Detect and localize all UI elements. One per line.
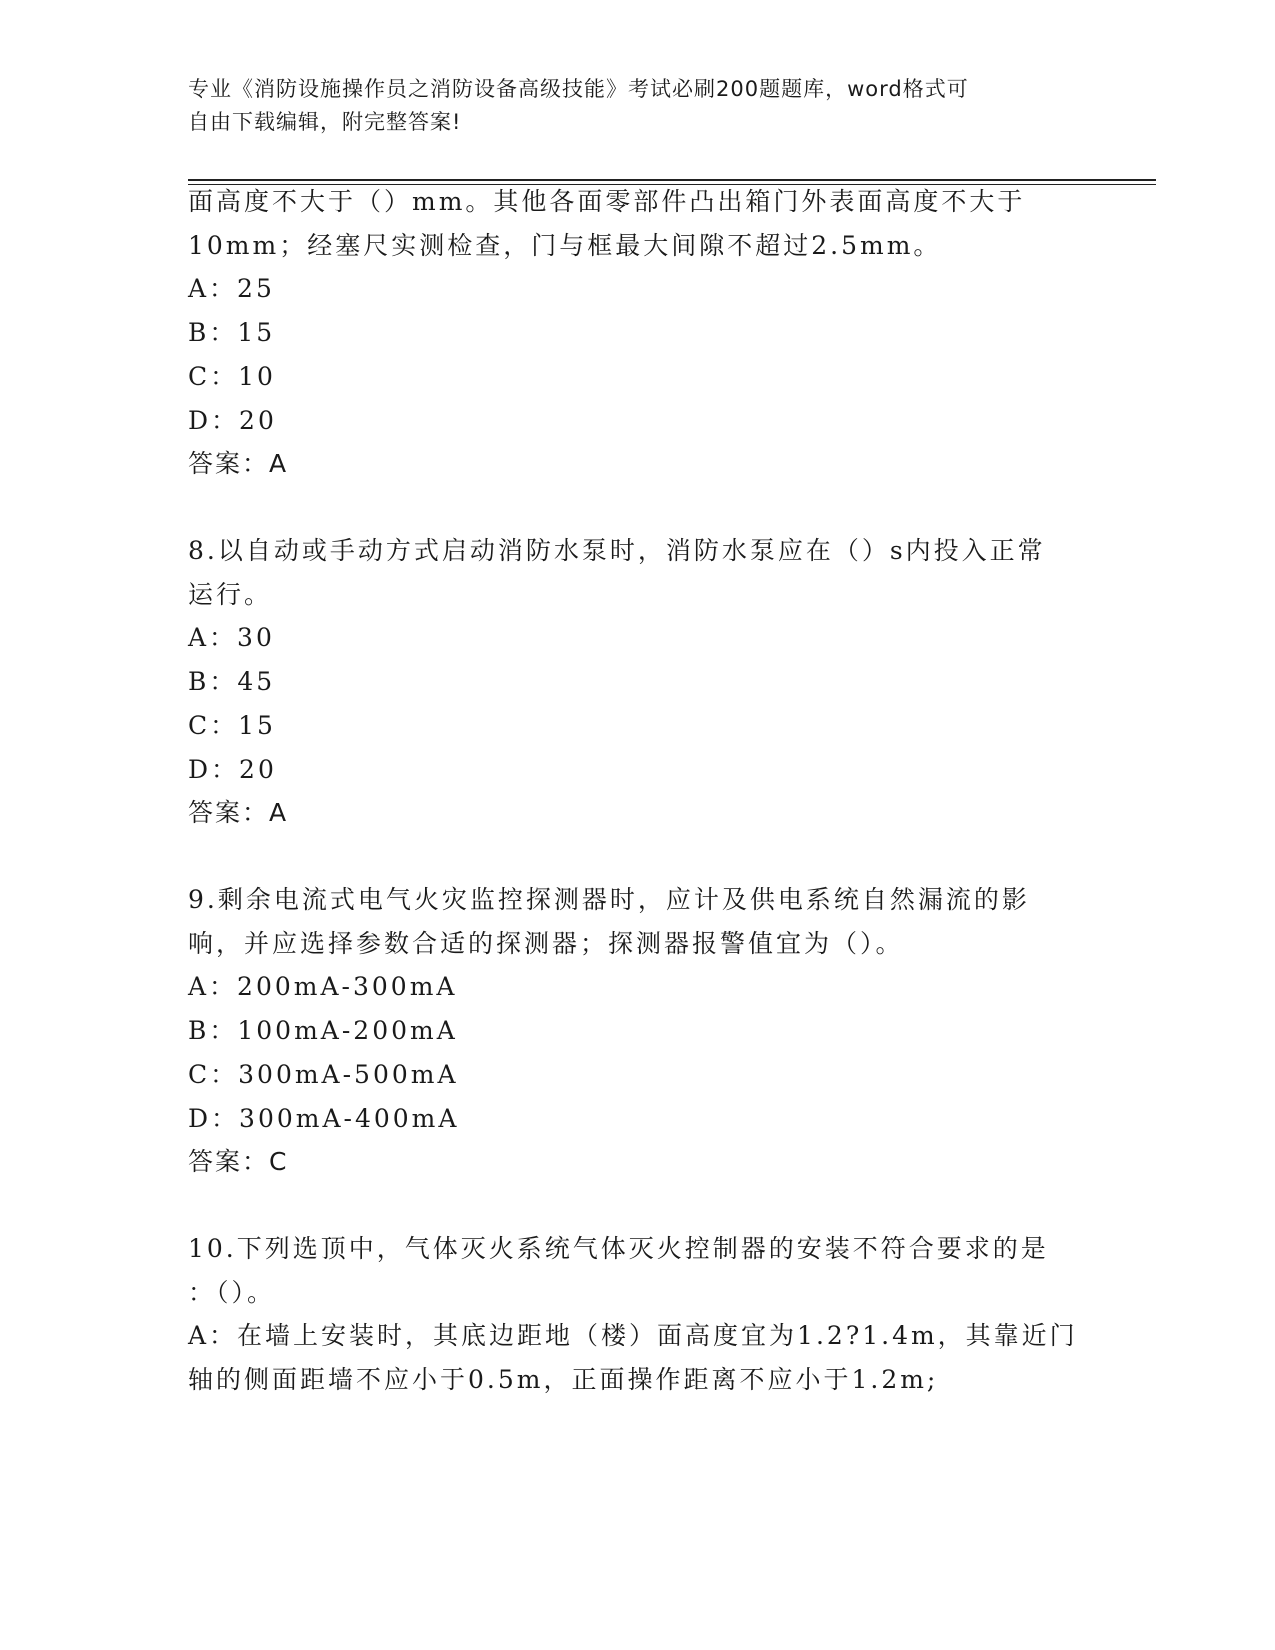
- q9-answer: 答案：C: [188, 1147, 289, 1176]
- q7-option-d: D：20: [188, 406, 277, 435]
- q7-text-line-2: 10mm；经塞尺实测检查，门与框最大间隙不超过2.5mm。: [188, 231, 942, 260]
- q7-option-c: C：10: [188, 362, 276, 391]
- q7-text-line-1: 面高度不大于（）mm。其他各面零部件凸出箱门外表面高度不大于: [188, 187, 1026, 216]
- q8-text-line-2: 运行。: [188, 580, 273, 609]
- q10-text-line-1: 10.下列选顶中，气体灭火系统气体灭火控制器的安装不符合要求的是: [188, 1234, 1049, 1263]
- q9-option-a: A：200mA-300mA: [188, 972, 458, 1001]
- q8-option-c: C：15: [188, 711, 276, 740]
- q9-option-c: C：300mA-500mA: [188, 1060, 459, 1089]
- q9-text-line-1: 9.剩余电流式电气火灾监控探测器时，应计及供电系统自然漏流的影: [188, 885, 1030, 914]
- q9-option-b: B：100mA-200mA: [188, 1016, 458, 1045]
- header-line-2: 自由下载编辑，附完整答案!: [188, 110, 462, 134]
- document-header: [188, 73, 1088, 139]
- q9-text-line-2: 响，并应选择参数合适的探测器；探测器报警值宜为（）。: [188, 929, 904, 958]
- header-divider-thin: [188, 184, 1156, 185]
- q9-option-d: D：300mA-400mA: [188, 1104, 460, 1133]
- q10-text-line-2: ：（）。: [188, 1278, 276, 1307]
- q8-option-b: B：45: [188, 667, 276, 696]
- q10-option-a-line-2: 轴的侧面距墙不应小于0.5m，正面操作距离不应小于1.2m;: [188, 1365, 939, 1394]
- q7-option-b: B：15: [188, 318, 276, 347]
- q8-answer: 答案：A: [188, 798, 289, 827]
- header-line-1: 专业《消防设施操作员之消防设备高级技能》考试必刷200题题库，word格式可: [188, 77, 969, 101]
- q7-option-a: A：25: [188, 274, 275, 303]
- q8-option-d: D：20: [188, 755, 277, 784]
- q8-text-line-1: 8.以自动或手动方式启动消防水泵时，消防水泵应在（）s内投入正常: [188, 536, 1046, 565]
- q10-option-a-line-1: A：在墙上安装时，其底边距地（楼）面高度宜为1.2?1.4m，其靠近门: [188, 1321, 1078, 1350]
- header-divider: [188, 179, 1156, 181]
- q7-answer: 答案：A: [188, 449, 289, 478]
- q8-option-a: A：30: [188, 623, 275, 652]
